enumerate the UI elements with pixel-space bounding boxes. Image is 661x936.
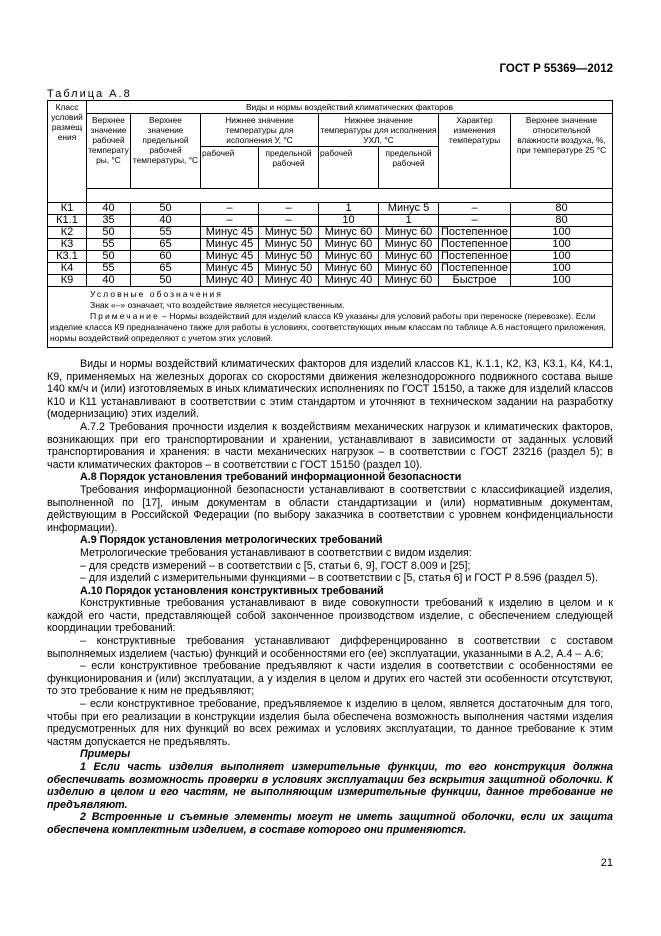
table-cell: Минус 60 (319, 227, 379, 239)
paragraph: – для средств измерений – в соответствии с [5, статьи 6, 9], ГОСТ 8.009 и [25]; (80, 559, 471, 572)
table-cell: Минус 60 (319, 263, 379, 275)
table-cell: 60 (131, 251, 201, 263)
header-work: рабочей (319, 147, 379, 189)
table-cell: 100 (511, 251, 613, 263)
table-cell: Минус 60 (319, 251, 379, 263)
table-row (48, 275, 613, 287)
legend-title: Условные обозначения (90, 289, 223, 299)
table-cell: 100 (511, 263, 613, 275)
table-cell: – (201, 215, 259, 227)
paragraph: Примеры (80, 748, 131, 761)
header-upper-limit: Верхнее значение предельной рабочей температуры, °С (131, 114, 201, 189)
table-cell: Минус 60 (319, 239, 379, 251)
header-low-uhl: Нижнее значение температуры для исполнения УХЛ, °С (320, 115, 437, 145)
header-work: рабочей (201, 147, 259, 189)
header-limit: предельной рабочей (259, 147, 319, 189)
table-cell: К3.1 (48, 251, 87, 263)
climate-table (47, 100, 613, 348)
header-humidity: Верхнее значение относительной влажности воздуха, %, при температуре 25 °С (511, 114, 613, 189)
table-cell: Минус 5 (379, 203, 439, 215)
page-number: 21 (600, 857, 613, 869)
paragraph: Требования информационной безопасности устанавливают в соответствии с классификацией изделия, выполненной по [17], иным документам в области стандартизации и (или) нормативным документам, действующим в Российской Федерации (по выбору заказчика в соответствии с уровнем конфиденциальности информации). (47, 483, 613, 534)
table-cell: К1.1 (48, 215, 87, 227)
table-cell: Минус 40 (259, 275, 319, 287)
table-cell: Минус 50 (259, 263, 319, 275)
table-cell: К1 (48, 203, 87, 215)
section-heading: А.9 Порядок установления метрологических требований (80, 534, 383, 547)
table-cell: 40 (87, 275, 131, 287)
table-cell: 100 (511, 275, 613, 287)
header-limit: предельной рабочей (379, 147, 439, 189)
table-cell: 80 (511, 215, 613, 227)
table-cell: Минус 60 (379, 239, 439, 251)
table-cell: 55 (131, 227, 201, 239)
table-cell: 80 (511, 203, 613, 215)
table-cell: – (439, 215, 511, 227)
table-cell: 65 (131, 239, 201, 251)
table-cell: Постепенное (439, 251, 511, 263)
spacer-row (87, 189, 613, 203)
table-cell: Минус 45 (201, 251, 259, 263)
table-cell: – (259, 203, 319, 215)
table-cell: К9 (48, 275, 87, 287)
header-char: Характер изменения температуры (439, 114, 511, 189)
body-text (47, 358, 613, 837)
table-row (48, 215, 613, 227)
paragraph: – если конструктивное требование предъявляют к части изделия в соответствии с особенностями ее функционирования и (или) эксплуатации, а у изделия в целом и других его частей эти особенности отсутствуют, то это требование к ним не предъявляют; (47, 660, 613, 698)
header-low-u: Нижнее значение температуры для исполнения У, °С (201, 114, 319, 147)
table-caption: Таблица А.8 (47, 88, 132, 100)
table-cell: Быстрое (439, 275, 511, 287)
paragraph: – для изделий с измерительными функциями – в соответствии с [5, статья 6] и ГОСТ Р 8.596 (раздел 5). (80, 572, 598, 585)
table-cell: Минус 45 (201, 227, 259, 239)
table-cell: Минус 60 (379, 227, 439, 239)
table-cell: Постепенное (439, 263, 511, 275)
table-cell: К4 (48, 263, 87, 275)
table-cell: – (439, 203, 511, 215)
header-class: Класс условий размещ ения (48, 101, 87, 203)
table-cell: 10 (319, 215, 379, 227)
table-cell: Минус 60 (379, 251, 439, 263)
table-cell: Минус 40 (201, 275, 259, 287)
table-cell: Минус 45 (201, 263, 259, 275)
paragraph: 2 Встроенные и съемные элементы могут не иметь защитной оболочки, если их защита обеспечена комплектным изделием, в составе которого они применяются. (47, 811, 613, 836)
table-cell: 50 (131, 203, 201, 215)
table-cell: К3 (48, 239, 87, 251)
paragraph: Конструктивные требования устанавливают в виде совокупности требований к изделию в целом и к каждой его части, представляющей собой законченное производством изделие, с обеспечением следующей координации требований: (47, 597, 613, 635)
section-heading: А.8 Порядок установления требований информационной безопасности (80, 471, 462, 484)
table-cell: Постепенное (439, 227, 511, 239)
paragraph: Метрологические требования устанавливают в соответствии с видом изделия: (80, 546, 472, 559)
table-cell: Минус 60 (379, 263, 439, 275)
table-cell: 55 (87, 263, 131, 275)
table-cell: Постепенное (439, 239, 511, 251)
table-cell: 100 (511, 239, 613, 251)
table-cell: Минус 50 (259, 251, 319, 263)
table-cell: 40 (87, 203, 131, 215)
document-header: ГОСТ Р 55369—2012 (499, 63, 613, 75)
table-cell: 50 (87, 251, 131, 263)
table-cell: 100 (511, 227, 613, 239)
table-cell: – (259, 215, 319, 227)
section-heading: А.10 Порядок установления конструктивных требований (80, 584, 384, 597)
paragraph: – конструктивные требования устанавливают дифференцированно в соответствии с составом выполняемых изделием (частью) функций и особенностями его (ее) эксплуатации, указанными в А.2, А.4 – А.6; (47, 635, 613, 660)
table-cell: 65 (131, 263, 201, 275)
table-cell: 1 (379, 215, 439, 227)
table-cell: Минус 45 (201, 239, 259, 251)
note-text: – Нормы воздействий для изделий класса К9 указаны для условий работы при переноске (перевозке). Если изделие класса К9 предназначено также для работы в условиях, соответствующих иным классам по таблице А.6 настоящего приложения, нормы воздействий определяют с учетом этих условий. (50, 311, 606, 343)
table-row (48, 263, 613, 275)
header-group: Виды и нормы воздействий климатических факторов (87, 101, 613, 114)
table-cell: Минус 50 (259, 239, 319, 251)
table-cell: Минус 40 (319, 275, 379, 287)
paragraph: – если конструктивное требование, предъявляемое к изделию в целом, является достаточным для того, чтобы при его реализации в конструкции изделия была обеспечена возможность выполнения частями изделия предусмотренных для них функций во всех режимах и условиях эксплуатации, то данное требование к этим частям допускается не предъявлять. (47, 698, 613, 748)
paragraph: 1 Если часть изделия выполняет измерительные функции, то его конструкция должна обеспечивать возможность проверки в условиях эксплуатации без вскрытия защитной оболочки. К изделию в целом и его частям, не выполняющим измерительные функции, данное требование не предъявляют. (47, 761, 613, 811)
table-cell: 50 (87, 227, 131, 239)
table-notes (48, 287, 613, 348)
paragraph: Виды и нормы воздействий климатических факторов для изделий классов К1, К.1.1, К2, К3, К3.1, К4, К4.1, К9, применяемых на железных дорогах со скоростями движения железнодорожного подвижного состава выше 140 км/ч и (или) изготовляемых в иных климатических исполнениях по ГОСТ 15150, а также для изделий классов К10 и К11 устанавливают в соответствии с этим стандартом и уточняют в техническом задании на разработку (модернизацию) этих изделий. (47, 358, 613, 421)
table-cell: 35 (87, 215, 131, 227)
table-cell: 1 (319, 203, 379, 215)
table-cell: К2 (48, 227, 87, 239)
header-upper-work: Верхнее значение рабочей температу ры, °С (87, 114, 131, 189)
table-row (48, 227, 613, 239)
table-row (48, 239, 613, 251)
table-cell: 50 (131, 275, 201, 287)
table-cell: 55 (87, 239, 131, 251)
note-label: Примечание (90, 311, 160, 321)
legend-text: Знак «–» означает, что воздействие является несущественным. (90, 300, 345, 310)
table-cell: – (201, 203, 259, 215)
table-cell: 40 (131, 215, 201, 227)
table-cell: Минус 50 (259, 227, 319, 239)
paragraph: А.7.2 Требования прочности изделия к воздействиям механических нагрузок и климатических факторов, возникающих при его транспортировании и хранении, устанавливают в зависимости от заданных условий транспортирования и хранения: в части механических нагрузок – в соответствии с ГОСТ 23216 (раздел 5); в части климатических факторов – в соответствии с ГОСТ 15150 (раздел 10). (47, 420, 613, 471)
table-cell: Минус 60 (379, 275, 439, 287)
table-row (48, 251, 613, 263)
table-row (48, 203, 613, 215)
